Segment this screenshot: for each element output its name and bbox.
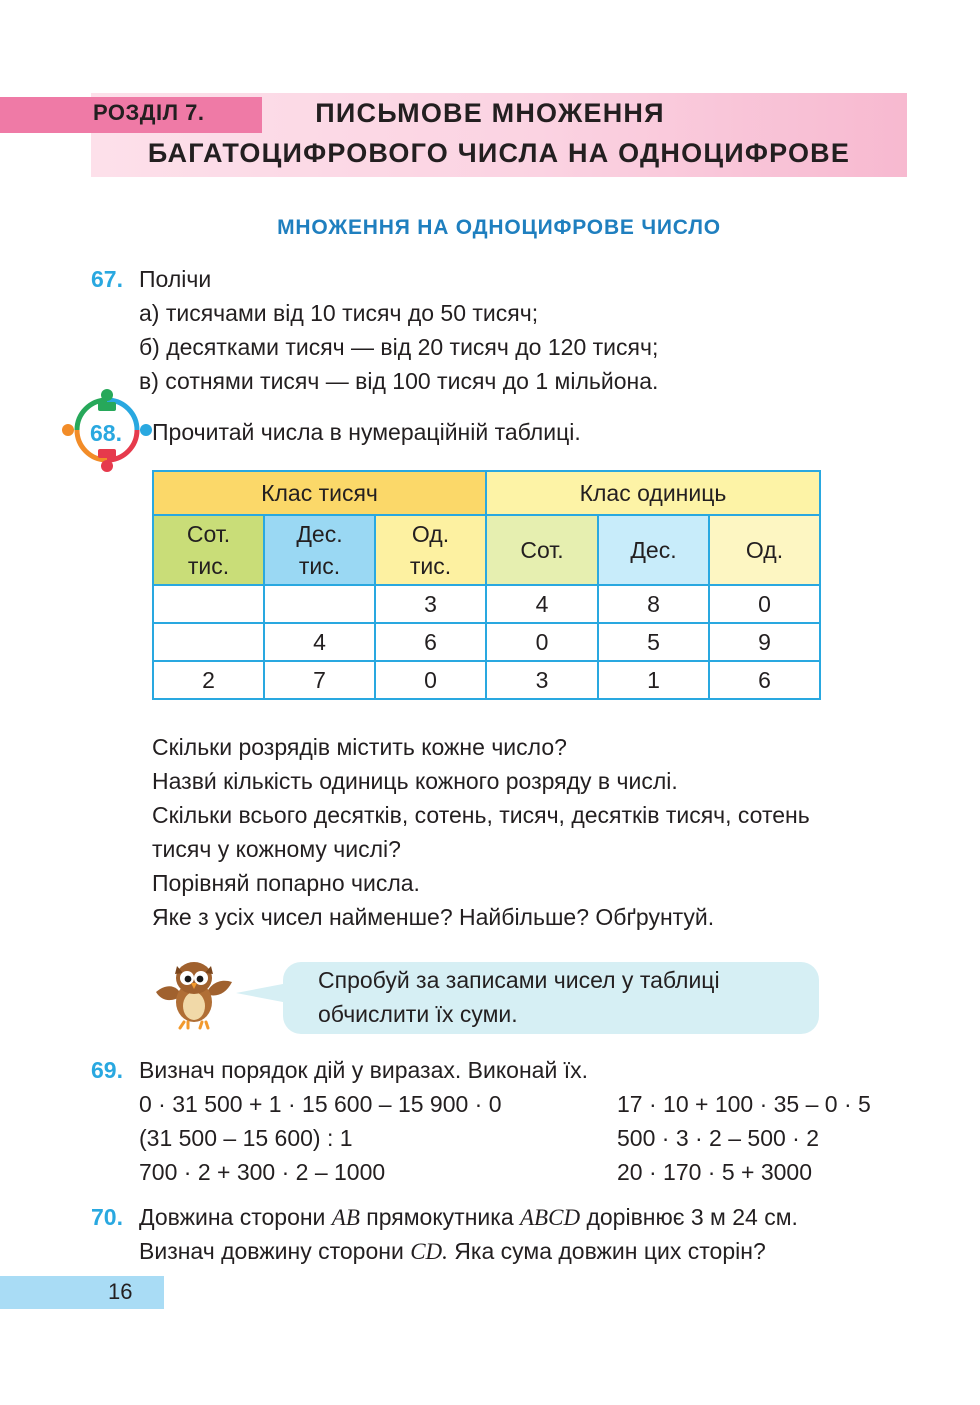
table-row xyxy=(153,661,820,699)
task-68-number: 68. xyxy=(90,420,122,446)
table-cell xyxy=(153,623,264,661)
section-label: РОЗДІЛ 7. xyxy=(93,100,205,125)
table-cell: 0 xyxy=(486,623,598,661)
table-cell xyxy=(264,585,375,623)
task-69-expr-right-3: 20 · 170 · 5 + 3000 xyxy=(617,1159,813,1185)
table-cell: 5 xyxy=(598,623,709,661)
table-cell: 6 xyxy=(709,661,820,699)
task-69-intro: Визнач порядок дій у виразах. Виконай їх. xyxy=(139,1057,588,1083)
numeration-table xyxy=(152,470,821,700)
lesson-subtitle: МНОЖЕННЯ НА ОДНОЦИФРОВЕ ЧИСЛО xyxy=(277,216,721,239)
task-67-item-c: в) сотнями тисяч — від 100 тисяч до 1 мільйона. xyxy=(139,368,659,394)
task-68-question-4: Порівняй попарно числа. xyxy=(152,870,420,896)
task-70-line-1: Довжина сторони AB прямокутника ABCD дорівнює 3 м 24 см. xyxy=(139,1204,798,1230)
subheader-ten-thousands: Дес. тис. xyxy=(264,515,375,585)
table-cell: 1 xyxy=(598,661,709,699)
speech-bubble-tail xyxy=(236,983,288,1003)
task-67-number: 67. xyxy=(91,266,123,292)
subheader-hundreds: Сот. xyxy=(486,515,598,585)
task-69-expr-left-1: 0 · 31 500 + 1 · 15 600 – 15 900 · 0 xyxy=(139,1091,502,1117)
task-69-expr-right-1: 17 · 10 + 100 · 35 – 0 · 5 xyxy=(617,1091,871,1117)
task-68-intro: Прочитай числа в нумераційній таблиці. xyxy=(152,419,581,445)
page-number-tab xyxy=(0,1276,164,1309)
chapter-title-line1: ПИСЬМОВЕ МНОЖЕННЯ xyxy=(315,98,665,128)
table-cell: 8 xyxy=(598,585,709,623)
table-cell: 3 xyxy=(486,661,598,699)
table-cell: 2 xyxy=(153,661,264,699)
hint-line-2: обчислити їх суми. xyxy=(318,1001,518,1027)
class-thousands-header: Клас тисяч xyxy=(153,471,486,515)
table-cell xyxy=(153,585,264,623)
task-68-question-3-cont: тисяч у кожному числі? xyxy=(152,836,401,862)
table-cell: 0 xyxy=(709,585,820,623)
task-69-expr-right-2: 500 · 3 · 2 – 500 · 2 xyxy=(617,1125,820,1151)
hint-line-1: Спробуй за записами чисел у таблиці xyxy=(318,967,720,993)
task-67-item-a: а) тисячами від 10 тисяч до 50 тисяч; xyxy=(139,300,539,326)
task-68-question-3: Скільки всього десятків, сотень, тисяч, десятків тисяч, сотень xyxy=(152,802,810,828)
task-67-intro: Полічи xyxy=(139,266,212,292)
task-68-question-5: Яке з усіх чисел найменше? Найбільше? Обґрунтуй. xyxy=(152,904,715,930)
subheader-units: Од. xyxy=(709,515,820,585)
subheader-tens: Дес. xyxy=(598,515,709,585)
table-row xyxy=(153,623,820,661)
owl-icon xyxy=(150,956,238,1032)
task-69-number: 69. xyxy=(91,1057,123,1083)
task-70-line-2: Визнач довжину сторони CD. Яка сума довжин цих сторін? xyxy=(139,1238,766,1264)
table-cell: 4 xyxy=(486,585,598,623)
chapter-title-line2: БАГАТОЦИФРОВОГО ЧИСЛА НА ОДНОЦИФРОВЕ xyxy=(147,138,851,168)
task-69-expr-left-3: 700 · 2 + 300 · 2 – 1000 xyxy=(139,1159,386,1185)
table-cell: 4 xyxy=(264,623,375,661)
task-68-question-1: Скільки розрядів містить кожне число? xyxy=(152,734,567,760)
table-cell: 3 xyxy=(375,585,486,623)
task-68-question-2: Назви́ кількість одиниць кожного розряду в числі. xyxy=(152,768,678,794)
page-number: 16 xyxy=(108,1279,133,1304)
table-row xyxy=(153,585,820,623)
table-cell: 9 xyxy=(709,623,820,661)
table-cell: 7 xyxy=(264,661,375,699)
class-units-header: Клас одиниць xyxy=(486,471,820,515)
subheader-hundred-thousands: Сот. тис. xyxy=(153,515,264,585)
task-67-item-b: б) десятками тисяч — від 20 тисяч до 120 тисяч; xyxy=(139,334,659,360)
table-cell: 6 xyxy=(375,623,486,661)
table-cell: 0 xyxy=(375,661,486,699)
task-70-number: 70. xyxy=(91,1204,123,1230)
task-69-expr-left-2: (31 500 – 15 600) : 1 xyxy=(139,1125,353,1151)
subheader-unit-thousands: Од. тис. xyxy=(375,515,486,585)
